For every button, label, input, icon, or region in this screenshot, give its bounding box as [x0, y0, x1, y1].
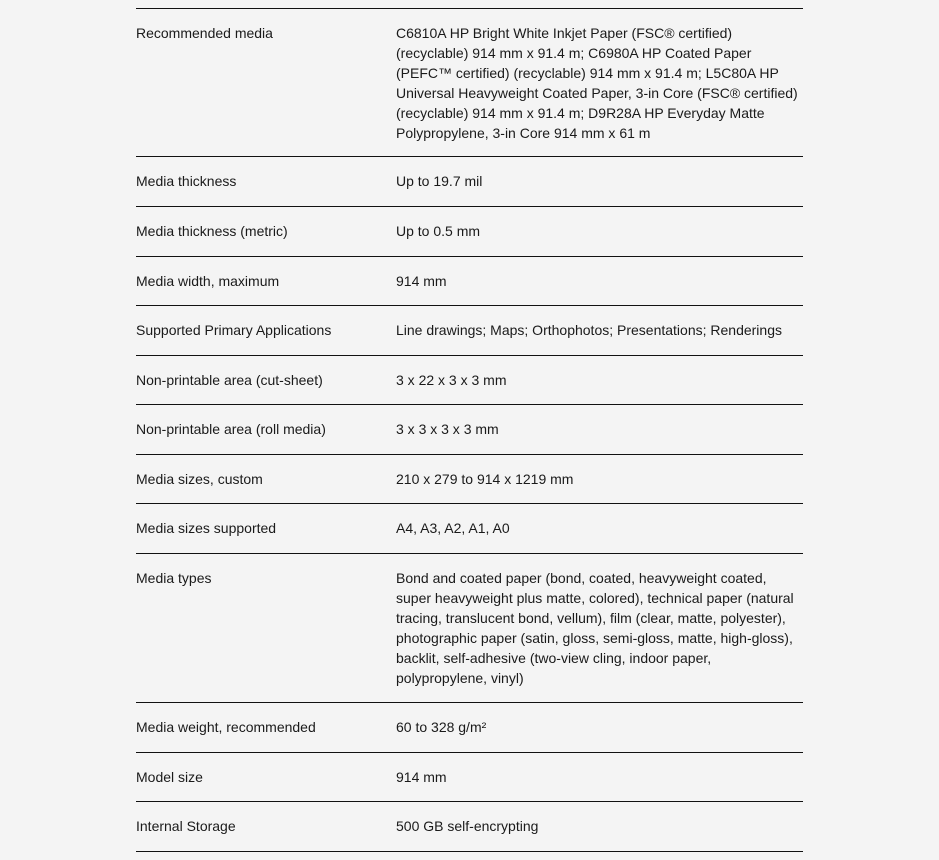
spec-label: Supported Primary Applications: [136, 322, 332, 338]
spec-label: Media types: [136, 570, 212, 586]
spec-label: Internal Storage: [136, 818, 236, 834]
spec-value: 60 to 328 g/m²: [396, 719, 487, 735]
spec-label: Media width, maximum: [136, 273, 280, 289]
spec-row-media-weight: [136, 703, 803, 753]
spec-value: Line drawings; Maps; Orthophotos; Presentations; Renderings: [396, 322, 782, 338]
spec-value: 210 x 279 to 914 x 1219 mm: [396, 471, 574, 487]
spec-value: 3 x 3 x 3 x 3 mm: [396, 421, 499, 437]
spec-row-internal-storage: [136, 802, 803, 852]
spec-value: C6810A HP Bright White Inkjet Paper (FSC® certified) (recyclable) 914 mm x 91.4 m; C6980A HP Coated Paper (PEFC™ certified) (recyclable) 914 mm x 91.4 m; L5C80A HP Universal Heavyweight Coated Paper, 3-in Core (FSC® certified) (recyclable) 914 mm x 91.4 m; D9R28A HP Everyday Matte Polypropylene, 3-in Core 914 mm x 61 m: [396, 25, 798, 141]
spec-label: Media sizes, custom: [136, 471, 263, 487]
spec-label: Non-printable area (roll media): [136, 421, 326, 437]
spec-value: A4, A3, A2, A1, A0: [396, 520, 510, 536]
spec-label: Media sizes supported: [136, 520, 277, 536]
spec-row-nonprintable-roll: [136, 405, 803, 455]
spec-label: Non-printable area (cut-sheet): [136, 372, 323, 388]
spec-value: Up to 0.5 mm: [396, 223, 481, 239]
spec-value: Bond and coated paper (bond, coated, heavyweight coated, super heavyweight plus matte, colored), technical paper (natural tracing, translucent bond, vellum), film (clear, matte, polyester), photographic paper (satin, gloss, semi-gloss, matte, high-gloss), backlit, self-adhesive (two-view cling, indoor paper, polypropylene, vinyl): [396, 570, 794, 686]
spec-row-media-sizes-supported: [136, 504, 803, 554]
spec-row-recommended-media: [136, 9, 803, 157]
spec-label: Media weight, recommended: [136, 719, 316, 735]
spec-value: 500 GB self-encrypting: [396, 818, 539, 834]
spec-label: Recommended media: [136, 25, 273, 41]
spec-row-nonprintable-cut-sheet: [136, 356, 803, 405]
spec-row-media-types: [136, 554, 803, 703]
spec-row-media-thickness-metric: [136, 207, 803, 257]
spec-label: Model size: [136, 769, 203, 785]
spec-row-media-thickness: [136, 157, 803, 207]
spec-label: Media thickness: [136, 173, 237, 189]
spec-value: 3 x 22 x 3 x 3 mm: [396, 372, 507, 388]
spec-row-model-size: [136, 753, 803, 802]
spec-row-media-sizes-custom: [136, 455, 803, 504]
spec-label: Media thickness (metric): [136, 223, 288, 239]
spec-value: 914 mm: [396, 769, 447, 785]
spec-row-primary-applications: [136, 306, 803, 356]
spec-value: 914 mm: [396, 273, 447, 289]
spec-row-media-width-max: [136, 257, 803, 306]
specifications-table: [136, 8, 803, 852]
spec-value: Up to 19.7 mil: [396, 173, 483, 189]
